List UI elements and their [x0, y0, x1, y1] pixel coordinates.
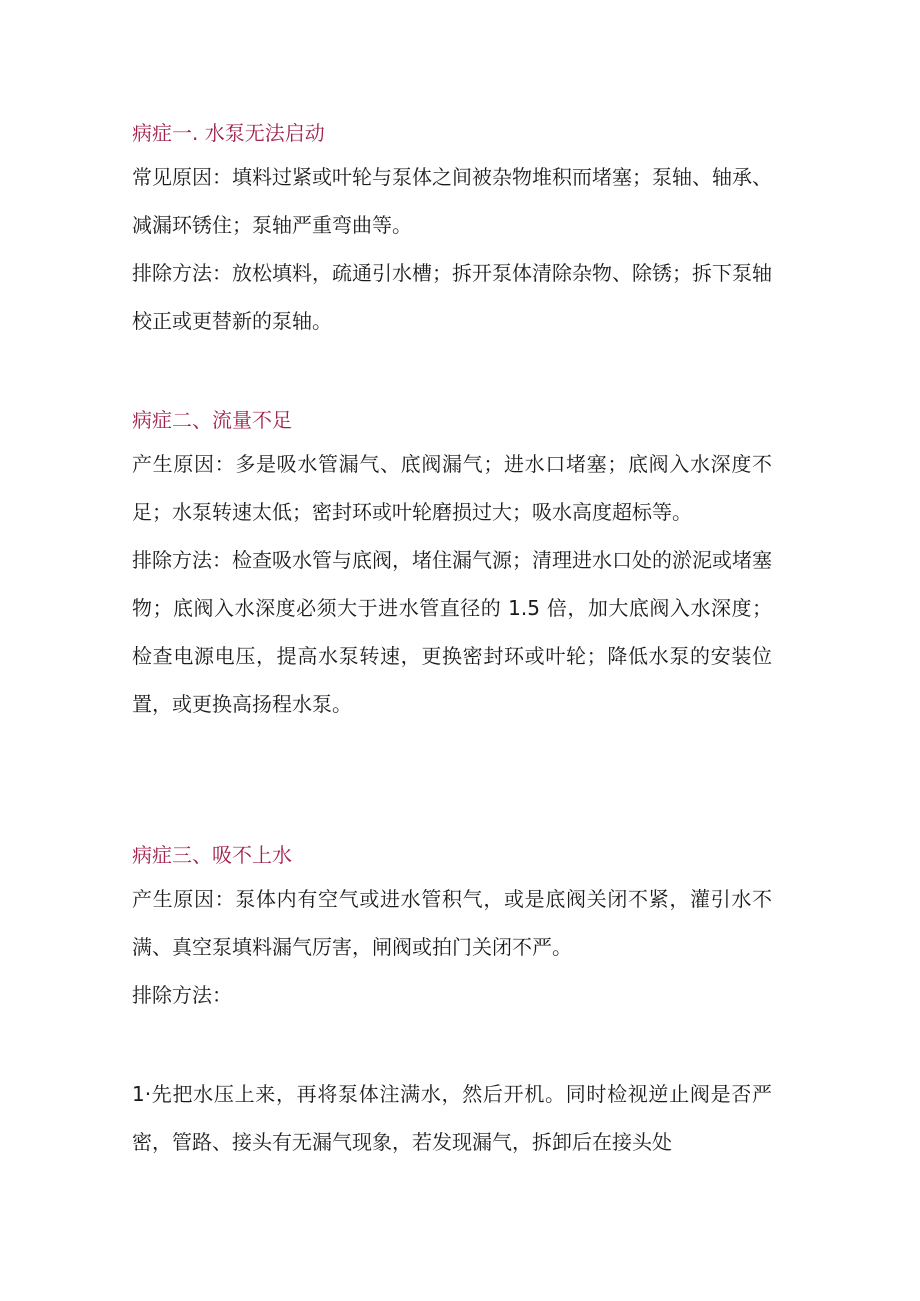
cause-paragraph: 产生原因：多是吸水管漏气、底阀漏气；进水口堵塞；底阀入水深度不足；水泵转速太低；密封环或叶轮磨损过大；吸水高度超标等。 — [132, 452, 772, 524]
section-insufficient-flow — [132, 404, 772, 728]
section-cannot-draw-water — [132, 839, 772, 1019]
solution-paragraph: 排除方法：检查吸水管与底阀，堵住漏气源；清理进水口处的淤泥或堵塞物；底阀入水深度必须大于进水管直径的 1.5 倍，加大底阀入水深度；检查电源电压，提高水泵转速，更换密封环或叶轮；降低水泵的安装位置，或更换高扬程水泵。 — [132, 548, 772, 716]
section-heading: 病症三、吸不上水 — [132, 843, 292, 867]
solution-label: 排除方法： — [132, 983, 232, 1007]
section-pump-wont-start — [132, 117, 772, 345]
cause-paragraph: 产生原因：泵体内有空气或进水管积气，或是底阀关闭不紧，灌引水不满、真空泵填料漏气厉害，闸阀或拍门关闭不严。 — [132, 887, 772, 959]
section-heading: 病症一. 水泵无法启动 — [132, 121, 325, 145]
section-step-one — [132, 1070, 772, 1166]
section-heading: 病症二、流量不足 — [132, 408, 292, 432]
cause-paragraph: 常见原因：填料过紧或叶轮与泵体之间被杂物堆积而堵塞；泵轴、轴承、减漏环锈住；泵轴严重弯曲等。 — [132, 165, 772, 237]
solution-paragraph: 排除方法：放松填料，疏通引水槽；拆开泵体清除杂物、除锈；拆下泵轴校正或更替新的泵轴。 — [132, 261, 772, 333]
step-paragraph: 1·先把水压上来，再将泵体注满水，然后开机。同时检视逆止阀是否严密，管路、接头有无漏气现象，若发现漏气，拆卸后在接头处 — [132, 1082, 772, 1154]
